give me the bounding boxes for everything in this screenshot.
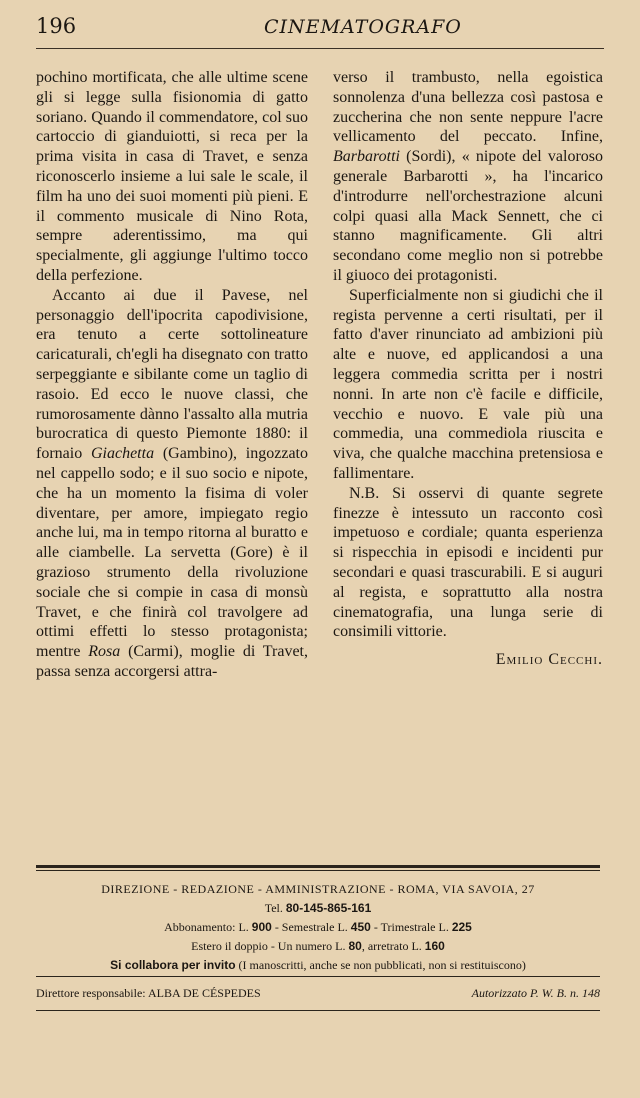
colophon-address: DIREZIONE - REDAZIONE - AMMINISTRAZIONE - ROMA, VIA SAVOIA, 27 bbox=[101, 882, 535, 896]
right-paragraph-1-text-b: (Sordi), « nipote del valoroso generale Barbarotti », ha l'incarico d'introdurre nell'orchestrazione alcuni colpi quasi alla Mack Sennett, che ci stanno magnificamente. Gli altri secondano come meglio non si potrebbe il giuoco dei protagonisti. bbox=[333, 148, 603, 284]
right-paragraph-3: N.B. Si osservi di quante segrete finezze è intessuto un racconto così impetuoso e cordiale; quanta esperienza si rispecchia in episodi e incidenti pur secondari e quasi trascurabili. E si auguri al regista, e soprattutto alla nostra cinematografia, una lunga serie di consimili vittorie. bbox=[333, 484, 603, 641]
quarter-price: 225 bbox=[451, 920, 472, 934]
quarter-label: - Trimestrale L. bbox=[373, 920, 449, 934]
article-right-column bbox=[333, 68, 603, 670]
left-paragraph-2-text-c: (Carmi), moglie di Travet, passa senza accorgersi attra- bbox=[36, 643, 308, 680]
author-signature: Emilio Cecchi. bbox=[495, 651, 603, 669]
authorization-note: Autorizzato P. W. B. n. 148 bbox=[471, 986, 600, 1000]
colophon-rule-thick bbox=[36, 865, 600, 868]
issue-price: 80 bbox=[348, 939, 362, 953]
character-name-barbarotti: Barbarotti bbox=[333, 148, 400, 166]
character-name-rosa: Rosa bbox=[88, 643, 121, 661]
character-name-giachetta: Giachetta bbox=[90, 445, 155, 463]
subscription-label: Abbonamento: L. bbox=[164, 920, 249, 934]
colophon-telephone bbox=[36, 899, 600, 918]
subscription-price: 900 bbox=[251, 920, 272, 934]
left-paragraph-1: pochino mortificata, che alle ultime scene gli si legge sulla fisionomia di gatto soriano. Quando il commendatore, col suo cartoccio di gianduiotti, si reca per la prima visita in casa di Travet, e senza riconoscerlo insieme a lui sale le scale, il film ha uno dei suoi momenti più pieni. E il commento musicale di Nino Rota, sempre aderentissimo, ma qui specialmente, gli aggiunge l'ultimo tocco della perfezione. bbox=[36, 69, 308, 284]
right-paragraph-1-text-a: verso il trambusto, nella egoistica sonnolenza d'una bellezza così pastosa e zuccherina che non sente neppure l'acre vellicamento del peccato. Infine, bbox=[333, 69, 603, 146]
tel-label: Tel. bbox=[264, 901, 283, 915]
running-title: CINEMATOGRAFO bbox=[264, 16, 462, 38]
right-paragraph-1 bbox=[333, 68, 603, 286]
invite-note: (I manoscritti, anche se non pubblicati, non si restituiscono) bbox=[238, 958, 526, 972]
abroad-label: Estero il doppio - Un numero L. bbox=[191, 939, 346, 953]
left-paragraph-2 bbox=[36, 286, 308, 682]
page-header bbox=[36, 12, 604, 44]
header-rule bbox=[36, 48, 604, 49]
left-paragraph-2-text-a: Accanto ai due il Pavese, nel personaggio dell'ipocrita capodivisione, era tenuto a certe sottolineature caricaturali, ch'egli ha disegnato con tratto serpeggiante e sibilante come un taglio di rasoio. Ed ecco le nuove classi, che rumorosamente dànno l'assalto alla mutria burocratica di questo Piemonte 1880: il fornaio bbox=[36, 286, 308, 463]
footer-rule-top bbox=[36, 976, 600, 977]
footer-rule-bottom bbox=[36, 1010, 600, 1011]
colophon bbox=[36, 880, 600, 975]
colophon-prices bbox=[36, 937, 600, 956]
page-number: 196 bbox=[36, 14, 77, 38]
back-issue-price: 160 bbox=[424, 939, 445, 953]
colophon-subscription bbox=[36, 918, 600, 937]
right-paragraph-2: Superficialmente non si giudichi che il regista pervenne a certi risultati, per il fatto d'aver rinunciato ad ambizioni più alte e nuove, ed applicandosi a una leggera commedia scritta per i nostri nonni. In arte non c'è facile e difficile, vecchio e nuovo. E vale più una commedia, una commediola riuscita e viva, che qualche macchina pretensiosa e fallimentare. bbox=[333, 286, 603, 482]
semester-label: - Semestrale L. bbox=[274, 920, 348, 934]
director-credit: Direttore responsabile: ALBA DE CÉSPEDES bbox=[36, 986, 261, 1000]
invite-bold: Si collabora per invito bbox=[110, 958, 236, 972]
colophon-rule-thin bbox=[36, 870, 600, 871]
article-left-column bbox=[36, 68, 308, 682]
colophon-invite bbox=[36, 956, 600, 975]
left-paragraph-2-text-b: (Gambino), ingozzato nel cappello sodo; e il suo socio e nipote, che ha un momento la fisima di voler diventare, per amore, impiegato regio anche lui, ma in tempo ritorna al buratto e alle ciambelle. La servetta (Gore) è il grazioso strumento della rivoluzione sociale che si compie in casa di monsù Travet, e che finirà col travolgere ad ottimi effetti lo stesso protagonista; mentre bbox=[36, 445, 308, 661]
back-issue-label: , arretrato L. bbox=[361, 939, 422, 953]
tel-number: 80-145-865-161 bbox=[285, 901, 372, 915]
semester-price: 450 bbox=[350, 920, 371, 934]
